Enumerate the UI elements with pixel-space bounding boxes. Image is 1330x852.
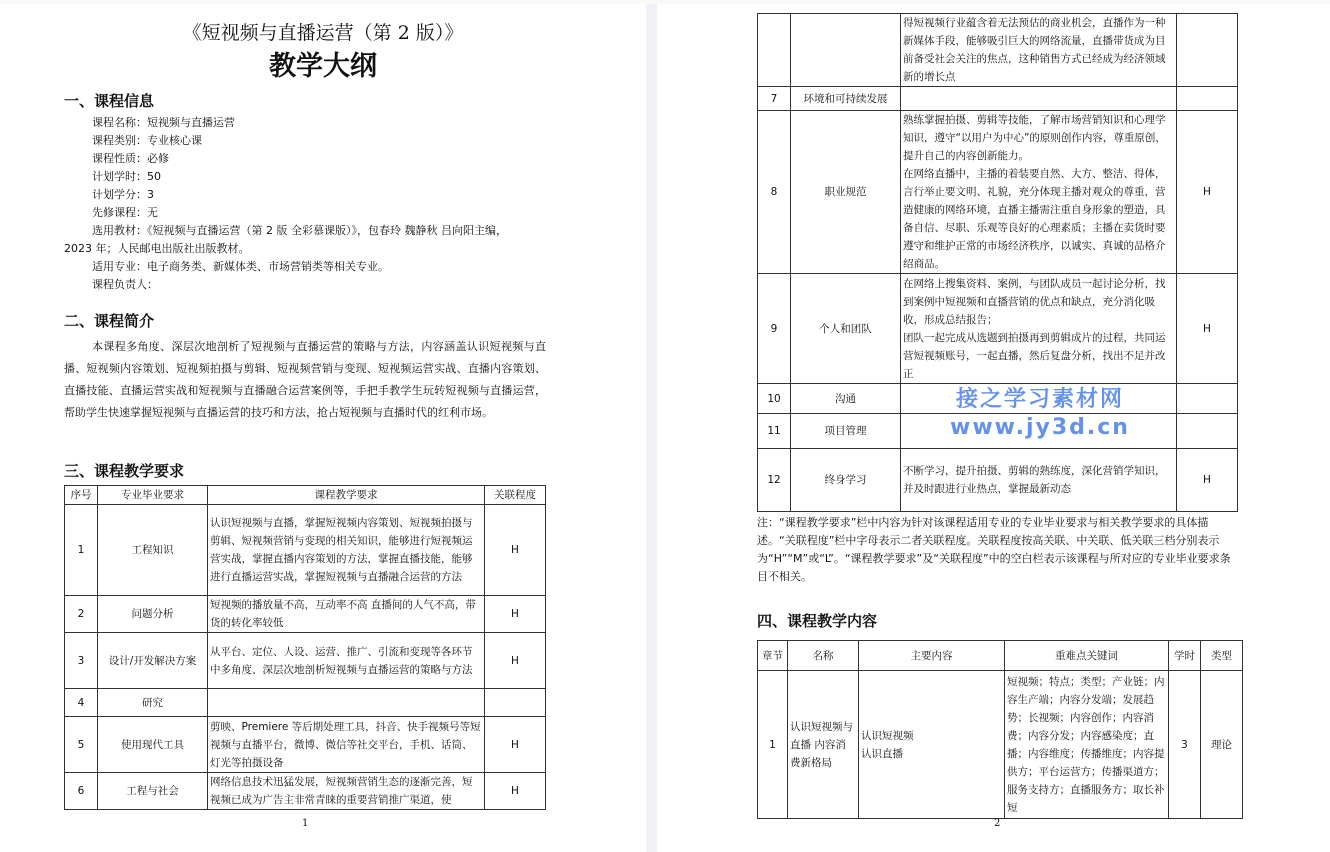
page-number: 1 xyxy=(302,818,309,829)
type-cell: 理论 xyxy=(1201,671,1243,819)
table-row xyxy=(65,773,546,810)
column-header: 重难点关键词 xyxy=(1005,641,1169,671)
column-header: 课程教学要求 xyxy=(208,486,485,505)
teaching-requirement-cell: 不断学习，提升拍摄、剪辑的熟练度，深化营销学知识，并及时跟进行业热点，掌握最新动态 xyxy=(901,449,1177,512)
info-line: 课程名称：短视频与直播运营 xyxy=(92,116,235,129)
teaching-requirement-cell: 得短视频行业蕴含着无法预估的商业机会，直播作为一种新媒体手段，能够吸引巨大的网络流量，直播带货成为目前备受社会关注的焦点，这种销售方式已经成为经济领域新的增长点 xyxy=(901,14,1177,87)
relevance-cell: H xyxy=(485,505,546,596)
requirement-cell: 工程知识 xyxy=(98,505,208,596)
relevance-cell: H xyxy=(1177,274,1238,384)
info-line: 课程类别：专业核心课 xyxy=(92,134,202,147)
requirements-table xyxy=(64,485,546,810)
relevance-cell: H xyxy=(1177,111,1238,274)
column-header: 章节 xyxy=(758,641,788,671)
row-number-cell: 11 xyxy=(758,414,791,449)
course-info xyxy=(64,114,546,294)
table-note: 注：“课程教学要求”栏中内容为针对该课程适用专业的专业毕业要求与相关教学要求的具体描述。“关联程度”栏中字母表示二者关联程度。关联程度按高关联、中关联、低关联三档分别表示为“H”“M”或“L”。“课程教学要求”及“关联程度”中的空白栏表示该课程与所对应的专业毕业要求条目不相关。 xyxy=(757,516,1231,583)
column-header: 专业毕业要求 xyxy=(98,486,208,505)
table-row xyxy=(758,111,1238,274)
requirement-cell: 设计/开发解决方案 xyxy=(98,633,208,689)
teaching-requirement-cell xyxy=(901,87,1177,111)
row-number-cell: 9 xyxy=(758,274,791,384)
relevance-cell xyxy=(1177,14,1238,87)
row-number-cell: 7 xyxy=(758,87,791,111)
teaching-requirement-cell: 认识短视频与直播，掌握短视频内容策划、短视频拍摄与剪辑、短视频营销与变现的相关知识，能够进行短视频运营实战，掌握直播内容策划的方法，掌握直播技能，能够进行直播运营实战，掌握短视频与直播融合运营的方法 xyxy=(208,505,485,596)
requirement-cell: 个人和团队 xyxy=(791,274,901,384)
column-header: 序号 xyxy=(65,486,98,505)
content-table xyxy=(757,640,1243,819)
name-cell: 认识短视频与直播 内容消费新格局 xyxy=(788,671,859,819)
row-number-cell: 3 xyxy=(65,633,98,689)
table-row xyxy=(65,505,546,596)
table-row xyxy=(65,689,546,717)
info-line: 计划学时：50 xyxy=(92,170,161,183)
table-row xyxy=(758,14,1238,87)
row-number-cell: 12 xyxy=(758,449,791,512)
document-title: 《短视频与直播运营（第 2 版）》 xyxy=(182,22,464,44)
column-header: 类型 xyxy=(1201,641,1243,671)
relevance-cell: H xyxy=(485,717,546,773)
row-number-cell: 6 xyxy=(65,773,98,810)
table-row xyxy=(65,596,546,633)
relevance-cell: H xyxy=(485,596,546,633)
row-number-cell: 2 xyxy=(65,596,98,633)
relevance-cell: H xyxy=(485,633,546,689)
column-header: 名称 xyxy=(788,641,859,671)
table-row xyxy=(758,449,1238,512)
row-number-cell: 8 xyxy=(758,111,791,274)
teaching-requirement-cell: 网络信息技术迅猛发展，短视频营销生态的逐渐完善，短视频已成为广告主非常青睐的重要营销推广渠道，使 xyxy=(208,773,485,810)
row-number-cell: 4 xyxy=(65,689,98,717)
requirement-cell: 环境和可持续发展 xyxy=(791,87,901,111)
info-line: 课程性质：必修 xyxy=(92,152,169,165)
teaching-requirement-cell: 从平台、定位、人设、运营、推广、引流和变现等各环节中多角度、深层次地剖析短视频与直播运营的策略与方法 xyxy=(208,633,485,689)
requirement-cell: 问题分析 xyxy=(98,596,208,633)
relevance-cell: H xyxy=(485,773,546,810)
watermark: 接之学习素材网 www.jy3d.cn xyxy=(950,387,1130,440)
page-number: 2 xyxy=(994,818,1001,829)
keywords-cell: 短视频；特点；类型；产业链；内容生产端；内容分发端；发展趋势；长视频；内容创作；内容消费；内容分发；内容感染度；直播；内容维度；传播维度；内容提供方；平台运营方；传播渠道方；服务支持方；直播服务方；取长补短 xyxy=(1005,671,1169,819)
requirement-cell: 终身学习 xyxy=(791,449,901,512)
teaching-requirement-cell: 熟练掌握拍摄、剪辑等技能，了解市场营销知识和心理学知识，遵守“以用户为中心”的原则创作内容，尊重原创，提升自己的内容创新能力。 在网络直播中，主播的着装要自然、大方、整洁、得体，言行举止要文明、礼貌，充分体现主播对观众的尊重，营造健康的网络环境，直播主播需注重自身形象的塑造，具备自信、尽职、乐观等良好的心理素质；主播在卖货时要遵守和维护正常的市场经济秩序，以诚实、真诚的品格介绍商品。 xyxy=(901,111,1177,274)
requirement-cell: 项目管理 xyxy=(791,414,901,449)
row-number-cell: 5 xyxy=(65,717,98,773)
table-row xyxy=(65,717,546,773)
info-line: 选用教材：《短视频与直播运营（第 2 版 全彩慕课版）》，包春玲 魏静秋 吕向阳主编， xyxy=(92,224,507,237)
requirement-cell xyxy=(791,14,901,87)
requirement-cell: 研究 xyxy=(98,689,208,717)
relevance-cell xyxy=(1177,414,1238,449)
hours-cell: 3 xyxy=(1169,671,1201,819)
info-line: 适用专业：电子商务类、新媒体类、市场营销类等相关专业。 xyxy=(92,260,389,273)
row-number-cell xyxy=(758,14,791,87)
table-row xyxy=(65,633,546,689)
row-number-cell: 10 xyxy=(758,384,791,414)
relevance-cell xyxy=(485,689,546,717)
column-header: 主要内容 xyxy=(859,641,1005,671)
teaching-requirement-cell xyxy=(208,689,485,717)
column-header: 关联程度 xyxy=(485,486,546,505)
table-row xyxy=(758,87,1238,111)
requirement-cell: 沟通 xyxy=(791,384,901,414)
table-row xyxy=(758,671,1243,819)
document-subtitle: 教学大纲 xyxy=(269,51,377,82)
section-heading-intro: 二、课程简介 xyxy=(64,312,155,330)
requirement-cell: 职业规范 xyxy=(791,111,901,274)
relevance-cell xyxy=(1177,384,1238,414)
info-line: 计划学分：3 xyxy=(92,188,154,201)
main-content-cell: 认识短视频 认识直播 xyxy=(859,671,1005,819)
course-intro: 本课程多角度、深层次地剖析了短视频与直播运营的策略与方法，内容涵盖认识短视频与直播、短视频内容策划、短视频拍摄与剪辑、短视频营销与变现、短视频运营实战、直播内容策划、直播技能、直播运营实战和短视频与直播融合运营案例等，手把手教学生玩转短视频与直播运营，帮助学生快速掌握短视频与直播运营的技巧和方法，抢占短视频与直播时代的红利市场。 xyxy=(64,340,546,419)
column-header: 学时 xyxy=(1169,641,1201,671)
teaching-requirement-cell: 剪映、Premiere 等后期处理工具，抖音、快手视频号等短视频与直播平台，微博、微信等社交平台，手机、话筒、灯光等拍摄设备 xyxy=(208,717,485,773)
chapter-cell: 1 xyxy=(758,671,788,819)
info-line: 2023 年；人民邮电出版社出版教材。 xyxy=(64,242,250,255)
requirement-cell: 工程与社会 xyxy=(98,773,208,810)
info-line: 先修课程：无 xyxy=(92,206,158,219)
requirement-cell: 使用现代工具 xyxy=(98,717,208,773)
section-heading-course-info: 一、课程信息 xyxy=(64,92,155,110)
section-heading-requirements: 三、课程教学要求 xyxy=(64,462,185,480)
table-row xyxy=(758,274,1238,384)
row-number-cell: 1 xyxy=(65,505,98,596)
info-line: 课程负责人： xyxy=(92,278,158,291)
section-heading-content: 四、课程教学内容 xyxy=(757,612,878,630)
teaching-requirement-cell: 短视频的播放量不高，互动率不高 直播间的人气不高，带货的转化率较低 xyxy=(208,596,485,633)
teaching-requirement-cell: 在网络上搜集资料、案例，与团队成员一起讨论分析，找到案例中短视频和直播营销的优点和缺点，充分消化吸收，形成总结报告； 团队一起完成从选题到拍摄再到剪辑成片的过程，共同运营短视频账号，一起直播，然后复盘分析，找出不足并改正 xyxy=(901,274,1177,384)
relevance-cell xyxy=(1177,87,1238,111)
page-1 xyxy=(0,4,646,852)
relevance-cell: H xyxy=(1177,449,1238,512)
